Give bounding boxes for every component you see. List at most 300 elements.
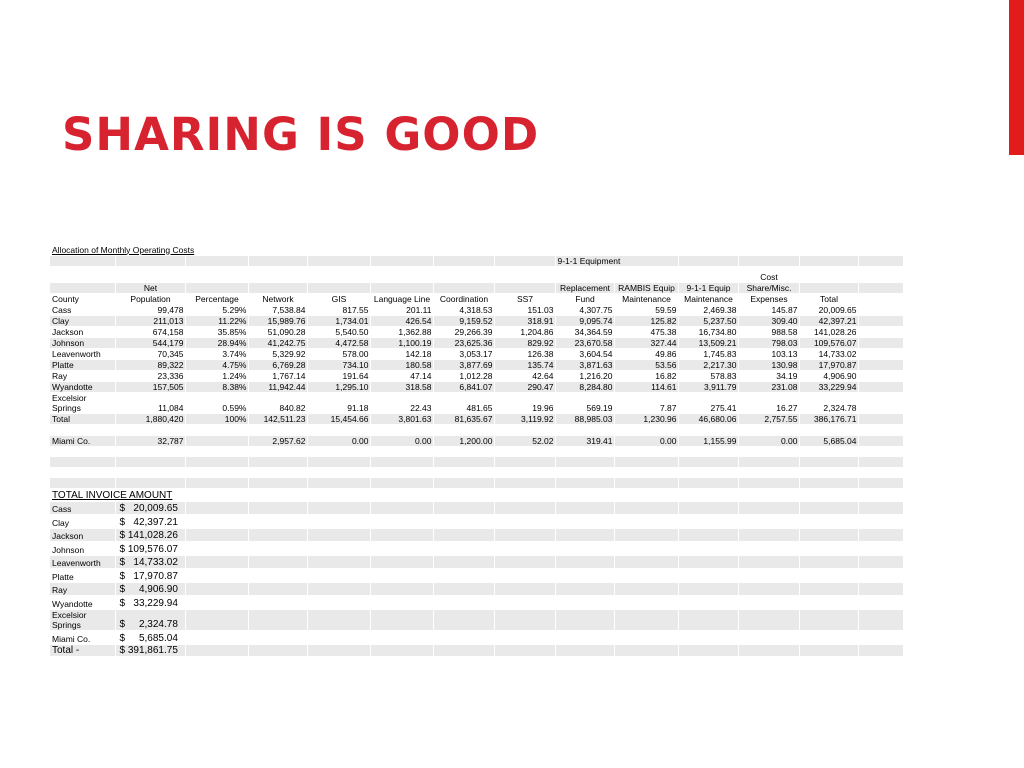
invoice-equip-maintenance-cell	[678, 609, 738, 630]
row-cost-share-cell: 231.08	[738, 381, 799, 392]
blank-row	[50, 446, 903, 457]
group-network-cell	[248, 255, 307, 266]
header-percentage: Percentage	[185, 293, 248, 304]
invoice-heading-language-line-cell	[370, 488, 433, 501]
invoice-coordination-cell	[433, 596, 494, 610]
header-equip-maintenance: Maintenance	[678, 293, 738, 304]
row-language-line-cell: 1,100.19	[370, 337, 433, 348]
blank-row	[50, 457, 903, 468]
group-spare-cell	[858, 255, 903, 266]
group-county-cell	[50, 255, 115, 266]
row-equip-maintenance-cell: 275.41	[678, 392, 738, 413]
blank-rambis-maintenance-cell	[614, 478, 678, 489]
blank-cost-share-cell	[738, 478, 799, 489]
invoice-heading-row	[50, 488, 903, 501]
miami-network-cell: 2,957.62	[248, 435, 307, 446]
invoice-row	[50, 569, 903, 583]
invoice-county-label: Excelsior Springs	[50, 609, 115, 630]
blank-total-cell	[799, 457, 858, 468]
blank-equip-maintenance-cell	[678, 446, 738, 457]
invoice-spare-cell	[858, 609, 903, 630]
invoice-cost-share-cell	[738, 528, 799, 542]
spacer-gis-cell	[307, 266, 370, 282]
spacer-coordination-cell	[433, 266, 494, 282]
row-network-cell: 15,989.76	[248, 315, 307, 326]
miami-cost-share-cell: 0.00	[738, 435, 799, 446]
blank-gis-cell	[307, 424, 370, 435]
invoice-county-label: Miami Co.	[50, 630, 115, 644]
invoice-amount: $ 42,397.21	[115, 515, 185, 529]
row-cost-share-cell: 103.13	[738, 348, 799, 359]
invoice-language-line-cell	[370, 609, 433, 630]
miami-coordination-cell: 1,200.00	[433, 435, 494, 446]
row-replacement-fund-cell: 34,364.59	[555, 326, 614, 337]
row-equip-maintenance-cell: 16,734.80	[678, 326, 738, 337]
blank-county-cell	[50, 446, 115, 457]
row-gis-cell: 1,734.01	[307, 315, 370, 326]
spacer-spare-cell	[858, 266, 903, 282]
total-replacement-fund-cell: 88,985.03	[555, 413, 614, 424]
row-language-line-cell: 142.18	[370, 348, 433, 359]
spacer-language-line-cell	[370, 266, 433, 282]
invoice-replacement-fund-cell	[555, 630, 614, 644]
blank-gis-cell	[307, 457, 370, 468]
group-percentage-cell	[185, 255, 248, 266]
miami-total-cell: 5,685.04	[799, 435, 858, 446]
invoice-total-cell	[799, 542, 858, 556]
blank-total-cell	[799, 424, 858, 435]
group-cost-share-cell	[738, 255, 799, 266]
row-total-cell: 42,397.21	[799, 315, 858, 326]
row-total-cell: 20,009.65	[799, 304, 858, 315]
table-row	[50, 370, 903, 381]
invoice-language-line-cell	[370, 630, 433, 644]
row-percentage-cell: 1.24%	[185, 370, 248, 381]
invoice-county-label: Platte	[50, 569, 115, 583]
row-equip-maintenance-cell: 2,469.38	[678, 304, 738, 315]
total-row	[50, 413, 903, 424]
invoice-amount: $ 33,229.94	[115, 596, 185, 610]
blank-row	[50, 478, 903, 489]
invoice-total-gis-cell	[307, 644, 370, 656]
blank-percentage-cell	[185, 457, 248, 468]
invoice-amount: $ 20,009.65	[115, 501, 185, 515]
blank-percentage-cell	[185, 467, 248, 478]
invoice-equip-maintenance-cell	[678, 630, 738, 644]
blank-coordination-cell	[433, 457, 494, 468]
row-cost-share-cell: 130.98	[738, 359, 799, 370]
blank-rambis-maintenance-cell	[614, 467, 678, 478]
invoice-total-coordination-cell	[433, 644, 494, 656]
invoice-ss7-cell	[494, 596, 555, 610]
row-spare-cell	[858, 359, 903, 370]
invoice-county-label: Wyandotte	[50, 596, 115, 610]
row-total-cell: 4,906.90	[799, 370, 858, 381]
invoice-rambis-maintenance-cell	[614, 582, 678, 596]
invoice-replacement-fund-cell	[555, 528, 614, 542]
invoice-network-cell	[248, 542, 307, 556]
row-network-cell: 840.82	[248, 392, 307, 413]
invoice-replacement-fund-cell	[555, 582, 614, 596]
invoice-gis-cell	[307, 542, 370, 556]
row-total-cell: 109,576.07	[799, 337, 858, 348]
invoice-county-label: Johnson	[50, 542, 115, 556]
allocation-heading: Allocation of Monthly Operating Costs	[50, 243, 248, 255]
row-total-cell: 2,324.78	[799, 392, 858, 413]
row-percentage-cell: 3.74%	[185, 348, 248, 359]
header1-total	[799, 282, 858, 293]
row-language-line-cell: 1,362.88	[370, 326, 433, 337]
invoice-total-row	[50, 644, 903, 656]
invoice-equip-maintenance-cell	[678, 555, 738, 569]
row-county-cell: Johnson	[50, 337, 115, 348]
table-row	[50, 348, 903, 359]
header-coordination: Coordination	[433, 293, 494, 304]
blank-county-cell	[50, 478, 115, 489]
miami-ss7-cell: 52.02	[494, 435, 555, 446]
invoice-gis-cell	[307, 582, 370, 596]
invoice-cost-share-cell	[738, 596, 799, 610]
miami-percentage-cell	[185, 435, 248, 446]
invoice-ss7-cell	[494, 528, 555, 542]
blank-spare-cell	[858, 467, 903, 478]
row-network-cell: 11,942.44	[248, 381, 307, 392]
invoice-language-line-cell	[370, 596, 433, 610]
invoice-total-cell	[799, 569, 858, 583]
row-network-cell: 5,329.92	[248, 348, 307, 359]
invoice-network-cell	[248, 569, 307, 583]
invoice-coordination-cell	[433, 542, 494, 556]
header1-spare	[858, 282, 903, 293]
header1-language-line	[370, 282, 433, 293]
invoice-network-cell	[248, 630, 307, 644]
invoice-row	[50, 596, 903, 610]
row-gis-cell: 191.64	[307, 370, 370, 381]
invoice-heading: TOTAL INVOICE AMOUNT	[50, 488, 248, 501]
row-replacement-fund-cell: 8,284.80	[555, 381, 614, 392]
total-coordination-cell: 81,635.67	[433, 413, 494, 424]
invoice-spare-cell	[858, 542, 903, 556]
invoice-county-label: Clay	[50, 515, 115, 529]
slide-title: SHARING IS GOOD	[62, 108, 540, 161]
invoice-ss7-cell	[494, 555, 555, 569]
row-network-cell: 6,769.28	[248, 359, 307, 370]
invoice-total-cell	[799, 528, 858, 542]
blank-spare-cell	[858, 478, 903, 489]
row-replacement-fund-cell: 1,216.20	[555, 370, 614, 381]
miami-gis-cell: 0.00	[307, 435, 370, 446]
invoice-spare-cell	[858, 582, 903, 596]
group-total-cell	[799, 255, 858, 266]
invoice-cost-share-cell	[738, 515, 799, 529]
header-spare	[858, 293, 903, 304]
blank-ss7-cell	[494, 424, 555, 435]
invoice-cost-share-cell	[738, 501, 799, 515]
invoice-equip-maintenance-cell	[678, 501, 738, 515]
heading-gis-cell	[307, 243, 370, 255]
spacer-net-population-cell	[115, 266, 185, 282]
invoice-replacement-fund-cell	[555, 609, 614, 630]
invoice-equip-maintenance-cell	[678, 515, 738, 529]
invoice-county-label: Jackson	[50, 528, 115, 542]
row-total-cell: 141,028.26	[799, 326, 858, 337]
row-net-population-cell: 70,345	[115, 348, 185, 359]
row-net-population-cell: 674,158	[115, 326, 185, 337]
row-percentage-cell: 5.29%	[185, 304, 248, 315]
blank-county-cell	[50, 467, 115, 478]
invoice-rambis-maintenance-cell	[614, 569, 678, 583]
row-county-cell: Platte	[50, 359, 115, 370]
row-county-cell: Clay	[50, 315, 115, 326]
heading-network-cell	[248, 243, 307, 255]
invoice-percentage-cell	[185, 596, 248, 610]
row-total-cell: 17,970.87	[799, 359, 858, 370]
row-replacement-fund-cell: 4,307.75	[555, 304, 614, 315]
blank-gis-cell	[307, 467, 370, 478]
group-header-row	[50, 255, 903, 266]
row-coordination-cell: 3,053.17	[433, 348, 494, 359]
header1-rambis-maintenance: RAMBIS Equip	[614, 282, 678, 293]
row-spare-cell	[858, 337, 903, 348]
invoice-total-cell	[799, 582, 858, 596]
invoice-total-total-cell	[799, 644, 858, 656]
invoice-row	[50, 555, 903, 569]
invoice-language-line-cell	[370, 515, 433, 529]
header-row-2	[50, 293, 903, 304]
blank-cost-share-cell	[738, 457, 799, 468]
blank-coordination-cell	[433, 478, 494, 489]
row-gis-cell: 817.55	[307, 304, 370, 315]
invoice-total-cell	[799, 596, 858, 610]
total-county-cell: Total	[50, 413, 115, 424]
invoice-language-line-cell	[370, 542, 433, 556]
blank-coordination-cell	[433, 446, 494, 457]
table-row	[50, 326, 903, 337]
invoice-rambis-maintenance-cell	[614, 528, 678, 542]
spacer-percentage-cell	[185, 266, 248, 282]
invoice-heading-gis-cell	[307, 488, 370, 501]
header-replacement-fund: Fund	[555, 293, 614, 304]
row-gis-cell: 734.10	[307, 359, 370, 370]
invoice-rambis-maintenance-cell	[614, 501, 678, 515]
invoice-gis-cell	[307, 515, 370, 529]
row-percentage-cell: 0.59%	[185, 392, 248, 413]
heading-spare-cell	[858, 243, 903, 255]
blank-spare-cell	[858, 446, 903, 457]
row-net-population-cell: 157,505	[115, 381, 185, 392]
invoice-ss7-cell	[494, 609, 555, 630]
group-language-line-cell	[370, 255, 433, 266]
heading-coordination-cell	[433, 243, 494, 255]
invoice-language-line-cell	[370, 569, 433, 583]
invoice-amount: $ 2,324.78	[115, 609, 185, 630]
invoice-replacement-fund-cell	[555, 569, 614, 583]
total-ss7-cell: 3,119.92	[494, 413, 555, 424]
invoice-cost-share-cell	[738, 582, 799, 596]
invoice-heading-spare-cell	[858, 488, 903, 501]
invoice-total-rambis-maintenance-cell	[614, 644, 678, 656]
row-spare-cell	[858, 348, 903, 359]
header-row-1	[50, 282, 903, 293]
invoice-rambis-maintenance-cell	[614, 630, 678, 644]
invoice-language-line-cell	[370, 528, 433, 542]
row-ss7-cell: 1,204.86	[494, 326, 555, 337]
invoice-amount: $ 14,733.02	[115, 555, 185, 569]
table-row	[50, 337, 903, 348]
invoice-heading-ss7-cell	[494, 488, 555, 501]
invoice-total-percentage-cell	[185, 644, 248, 656]
heading-ss7-cell	[494, 243, 555, 255]
invoice-equip-maintenance-cell	[678, 596, 738, 610]
blank-replacement-fund-cell	[555, 446, 614, 457]
blank-network-cell	[248, 424, 307, 435]
header1-replacement-fund: Replacement	[555, 282, 614, 293]
header-ss7: SS7	[494, 293, 555, 304]
total-spare-cell	[858, 413, 903, 424]
miami-rambis-maintenance-cell: 0.00	[614, 435, 678, 446]
invoice-total-cell	[799, 555, 858, 569]
invoice-replacement-fund-cell	[555, 501, 614, 515]
row-spare-cell	[858, 381, 903, 392]
blank-ss7-cell	[494, 467, 555, 478]
table-row	[50, 392, 903, 413]
header-language-line: Language Line	[370, 293, 433, 304]
invoice-gis-cell	[307, 555, 370, 569]
invoice-coordination-cell	[433, 528, 494, 542]
invoice-equip-maintenance-cell	[678, 528, 738, 542]
table-row	[50, 315, 903, 326]
heading-equip-maintenance-cell	[678, 243, 738, 255]
blank-spare-cell	[858, 424, 903, 435]
total-cost-share-cell: 2,757.55	[738, 413, 799, 424]
invoice-row	[50, 515, 903, 529]
row-network-cell: 1,767.14	[248, 370, 307, 381]
header-net-population: Population	[115, 293, 185, 304]
invoice-ss7-cell	[494, 630, 555, 644]
invoice-network-cell	[248, 582, 307, 596]
row-coordination-cell: 4,318.53	[433, 304, 494, 315]
blank-total-cell	[799, 446, 858, 457]
row-equip-maintenance-cell: 3,911.79	[678, 381, 738, 392]
invoice-ss7-cell	[494, 515, 555, 529]
invoice-gis-cell	[307, 501, 370, 515]
header-rambis-maintenance: Maintenance	[614, 293, 678, 304]
invoice-heading-total-cell	[799, 488, 858, 501]
header1-cost-share: Share/Misc.	[738, 282, 799, 293]
blank-cost-share-cell	[738, 424, 799, 435]
invoice-spare-cell	[858, 555, 903, 569]
row-rambis-maintenance-cell: 59.59	[614, 304, 678, 315]
invoice-language-line-cell	[370, 555, 433, 569]
invoice-total-network-cell	[248, 644, 307, 656]
invoice-heading-cost-share-cell	[738, 488, 799, 501]
row-gis-cell: 4,472.58	[307, 337, 370, 348]
blank-percentage-cell	[185, 478, 248, 489]
blank-ss7-cell	[494, 478, 555, 489]
total-percentage-cell: 100%	[185, 413, 248, 424]
blank-equip-maintenance-cell	[678, 424, 738, 435]
heading-total-cell	[799, 243, 858, 255]
invoice-cost-share-cell	[738, 569, 799, 583]
cost-allocation-table	[50, 243, 904, 657]
blank-rambis-maintenance-cell	[614, 457, 678, 468]
blank-percentage-cell	[185, 424, 248, 435]
row-spare-cell	[858, 370, 903, 381]
blank-coordination-cell	[433, 467, 494, 478]
blank-replacement-fund-cell	[555, 478, 614, 489]
invoice-percentage-cell	[185, 542, 248, 556]
invoice-coordination-cell	[433, 555, 494, 569]
header1-coordination	[433, 282, 494, 293]
blank-net-population-cell	[115, 446, 185, 457]
row-language-line-cell: 426.54	[370, 315, 433, 326]
row-county-cell: Excelsior Springs	[50, 392, 115, 413]
row-percentage-cell: 8.38%	[185, 381, 248, 392]
row-equip-maintenance-cell: 578.83	[678, 370, 738, 381]
row-ss7-cell: 318.91	[494, 315, 555, 326]
row-gis-cell: 578.00	[307, 348, 370, 359]
table-body	[50, 243, 903, 656]
row-spare-cell	[858, 392, 903, 413]
row-net-population-cell: 211,013	[115, 315, 185, 326]
row-ss7-cell: 19.96	[494, 392, 555, 413]
heading-cost-share-cell	[738, 243, 799, 255]
blank-percentage-cell	[185, 446, 248, 457]
cost-header-top	[50, 266, 115, 282]
header-network: Network	[248, 293, 307, 304]
invoice-replacement-fund-cell	[555, 515, 614, 529]
invoice-amount: $ 5,685.04	[115, 630, 185, 644]
row-rambis-maintenance-cell: 49.86	[614, 348, 678, 359]
spacer-network-cell	[248, 266, 307, 282]
invoice-heading-equip-maintenance-cell	[678, 488, 738, 501]
spacer-total-cell	[799, 266, 858, 282]
row-ss7-cell: 290.47	[494, 381, 555, 392]
row-cost-share-cell: 145.87	[738, 304, 799, 315]
header1-network	[248, 282, 307, 293]
blank-network-cell	[248, 446, 307, 457]
spacer-equip-maintenance-cell	[678, 266, 738, 282]
row-percentage-cell: 4.75%	[185, 359, 248, 370]
row-ss7-cell: 42.64	[494, 370, 555, 381]
blank-net-population-cell	[115, 424, 185, 435]
invoice-percentage-cell	[185, 501, 248, 515]
invoice-replacement-fund-cell	[555, 542, 614, 556]
invoice-total-label: Total -	[50, 644, 115, 656]
miami-equip-maintenance-cell: 1,155.99	[678, 435, 738, 446]
blank-coordination-cell	[433, 424, 494, 435]
heading-rambis-maintenance-cell	[614, 243, 678, 255]
invoice-spare-cell	[858, 569, 903, 583]
invoice-cost-share-cell	[738, 542, 799, 556]
invoice-gis-cell	[307, 609, 370, 630]
row-total-cell: 14,733.02	[799, 348, 858, 359]
total-equip-maintenance-cell: 46,680.06	[678, 413, 738, 424]
invoice-cost-share-cell	[738, 630, 799, 644]
total-rambis-maintenance-cell: 1,230.96	[614, 413, 678, 424]
invoice-amount: $ 141,028.26	[115, 528, 185, 542]
invoice-heading-replacement-fund-cell	[555, 488, 614, 501]
row-county-cell: Wyandotte	[50, 381, 115, 392]
invoice-percentage-cell	[185, 515, 248, 529]
group-equip-maintenance-cell	[678, 255, 738, 266]
invoice-gis-cell	[307, 596, 370, 610]
blank-equip-maintenance-cell	[678, 467, 738, 478]
blank-equip-maintenance-cell	[678, 457, 738, 468]
blank-net-population-cell	[115, 457, 185, 468]
row-coordination-cell: 29,266.39	[433, 326, 494, 337]
invoice-coordination-cell	[433, 569, 494, 583]
